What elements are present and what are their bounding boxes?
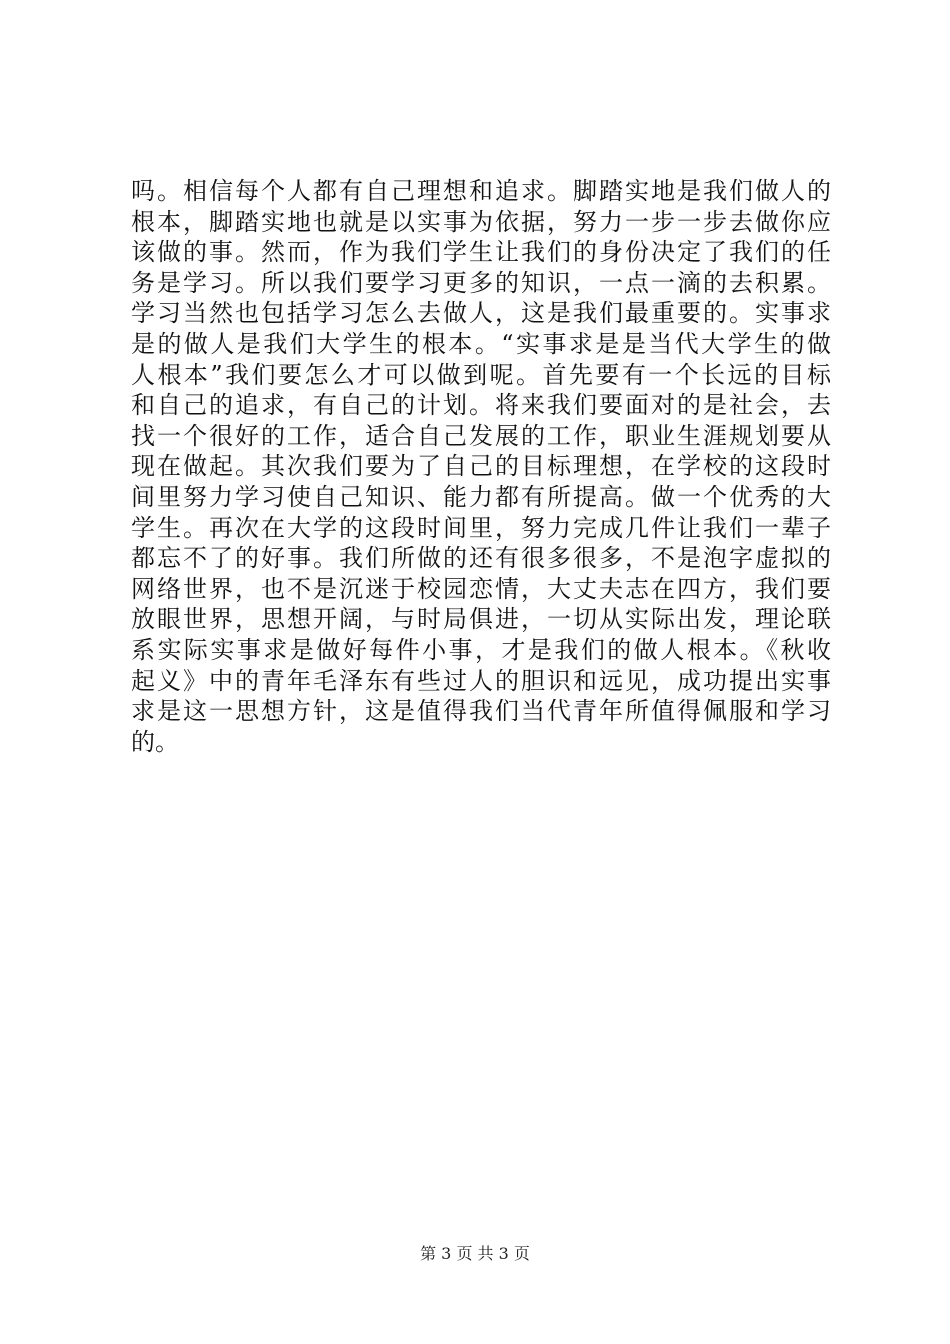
body-paragraph: [131, 176, 831, 757]
paragraph-line: 放眼世界，思想开阔，与时局俱进，一切从实际出发，理论联: [131, 605, 831, 634]
paragraph-line: 的。: [131, 727, 179, 756]
page-number-footer: 第 3 页 共 3 页: [420, 1244, 530, 1263]
paragraph-line: 根本，脚踏实地也就是以实事为依据，努力一步一步去做你应: [131, 207, 831, 236]
paragraph-line: 该做的事。然而，作为我们学生让我们的身份决定了我们的任: [131, 238, 831, 267]
paragraph-line: 都忘不了的好事。我们所做的还有很多很多，不是泡字虚拟的: [131, 544, 831, 573]
paragraph-line: 是的做人是我们大学生的根本。“实事求是是当代大学生的做: [131, 329, 831, 358]
paragraph-line: 和自己的追求，有自己的计划。将来我们要面对的是社会，去: [131, 391, 831, 420]
paragraph-line: 起义》中的青年毛泽东有些过人的胆识和远见，成功提出实事: [131, 666, 831, 695]
paragraph-line: 网络世界，也不是沉迷于校园恋情，大丈夫志在四方，我们要: [131, 574, 831, 603]
paragraph-line: 务是学习。所以我们要学习更多的知识，一点一滴的去积累。: [131, 268, 831, 297]
paragraph-line: 学习当然也包括学习怎么去做人，这是我们最重要的。实事求: [131, 299, 831, 328]
paragraph-line: 人根本”我们要怎么才可以做到呢。首先要有一个长远的目标: [131, 360, 831, 389]
paragraph-line: 现在做起。其次我们要为了自己的目标理想，在学校的这段时: [131, 452, 831, 481]
paragraph-line: 吗。相信每个人都有自己理想和追求。脚踏实地是我们做人的: [131, 177, 831, 205]
paragraph-line: 找一个很好的工作，适合自己发展的工作，职业生涯规划要从: [131, 421, 831, 450]
paragraph-line: 系实际实事求是做好每件小事，才是我们的做人根本。《秋收: [131, 635, 831, 664]
paragraph-line: 求是这一思想方针，这是值得我们当代青年所值得佩服和学习: [131, 697, 831, 726]
paragraph-line: 学生。再次在大学的这段时间里，努力完成几件让我们一辈子: [131, 513, 831, 542]
paragraph-line: 间里努力学习使自己知识、能力都有所提高。做一个优秀的大: [131, 482, 831, 511]
